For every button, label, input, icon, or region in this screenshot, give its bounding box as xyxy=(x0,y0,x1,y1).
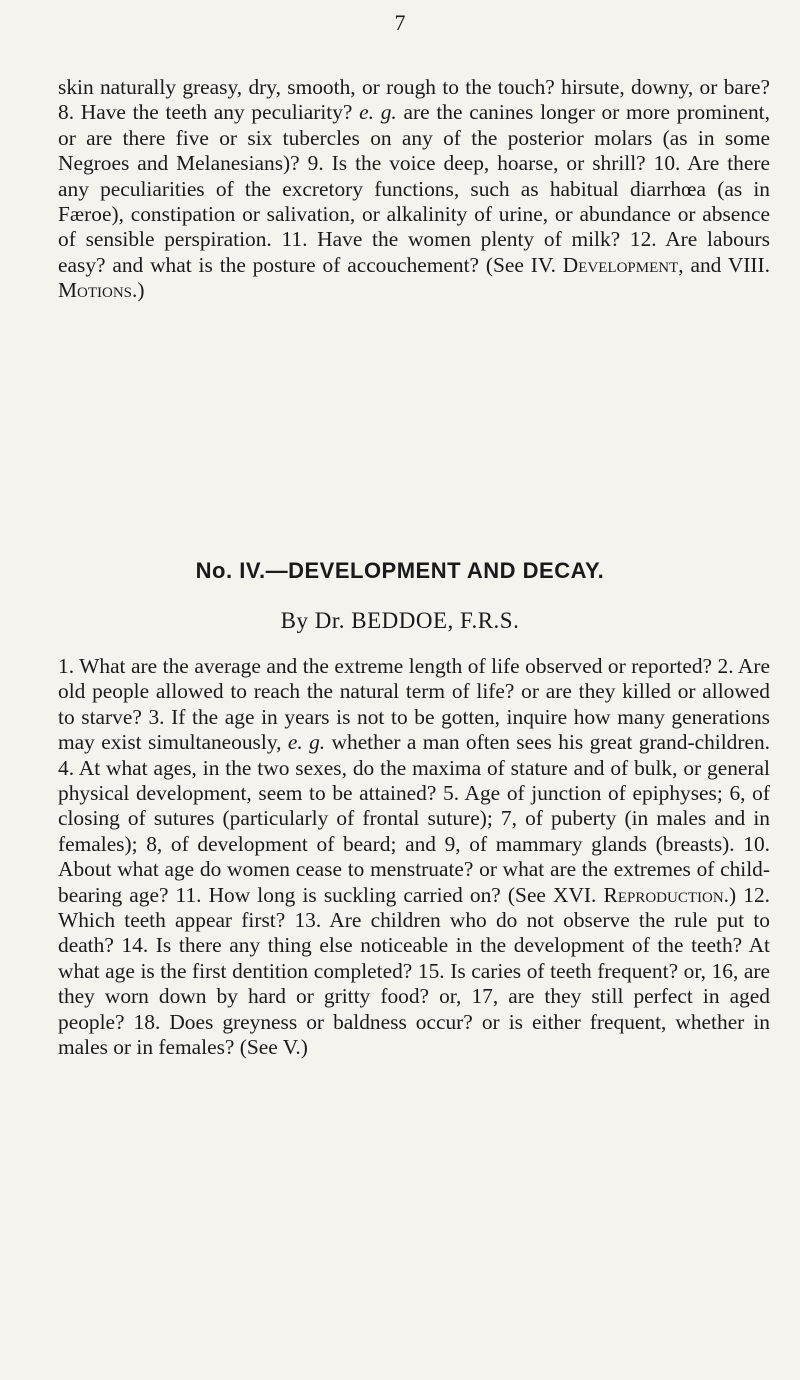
para1-text-3: and VIII. xyxy=(690,252,770,277)
cross-reference-development: Development, xyxy=(562,252,684,277)
cross-reference-reproduction: Reproduction.) xyxy=(603,882,737,907)
para1-eg: e. g. xyxy=(359,100,397,125)
para1-text-2: are the canines longer or more prominent, or are there five or six tubercles on any of the posterior molars (as in some Negroes and Melanesians)? 9. Is the voice deep, hoarse, or shrill? 10. Are there any peculiarities of the excretory functions, such as habitual diarrhœa (as in Færoe), constipation or salivation, or alkalinity of urine, or abundance or absence of sensible perspiration. 11. Have the women plenty of milk? 12. Are labours easy? and what is the posture of accouchement? (See IV. xyxy=(58,100,770,277)
page-number: 7 xyxy=(394,10,406,35)
paragraph-questions xyxy=(58,654,770,1061)
paragraph-continuation xyxy=(58,75,770,304)
cross-reference-motions: Motions.) xyxy=(58,278,145,303)
section-heading: No. IV.—DEVELOPMENT AND DECAY. xyxy=(195,558,605,583)
para2-text-1: 1. What are the average and the extreme length of life observed or reported? 2. Are old people allowed to reach the natural term of life? or are they killed or allowed to starve? 3. If the age in years is not to be gotten, inquire how many generations may exist simultaneously, xyxy=(58,654,770,755)
para1-text-1: skin naturally greasy, dry, smooth, or rough to the touch? hirsute, downy, or bare? 8. Have the teeth any peculiarity? xyxy=(58,75,770,125)
para2-text-2: whether a man often sees his great grand-children. 4. At what ages, in the two sexes, do the maxima of stature and of bulk, or general physical development, seem to be attained? 5. Age of junction of epiphyses; 6, of closing of sutures (particularly of frontal suture); 7, of puberty (in males and in females); 8, of development of beard; and 9, of mammary glands (breasts). 10. About what age do women cease to menstruate? or what are the extremes of child-bearing age? 11. How long is suckling carried on? (See XVI. xyxy=(58,730,771,907)
para2-eg: e. g. xyxy=(287,730,326,755)
para2-text-3: 12. Which teeth appear first? 13. Are children who do not observe the rule put to death? 14. Is there any thing else noticeable in the development of the teeth? At what age is the first dentition completed? 15. Is caries of teeth frequent? or, 16, are they worn down by hard or gritty food? or, 17, are they still perfect in aged people? 18. Does greyness or baldness occur? or is either frequent, whether in males or in females? (See V.) xyxy=(58,882,770,1060)
section-byline: By Dr. BEDDOE, F.R.S. xyxy=(280,608,520,633)
